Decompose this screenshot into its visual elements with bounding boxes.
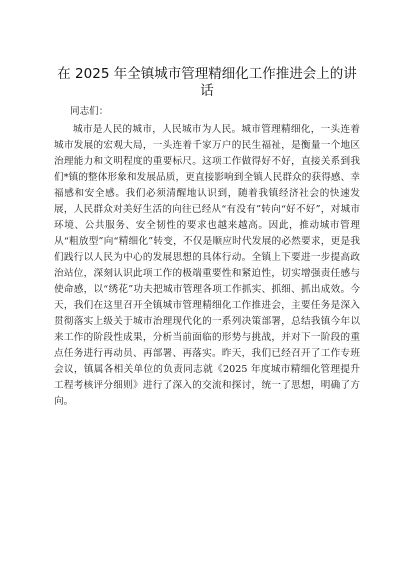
salutation: 同志们： bbox=[70, 106, 109, 117]
body-paragraph: 城市是人民的城市，人民城市为人民。城市管理精细化，一头连着城市发展的宏观大局，一头连着千家万户的民生福祉，是衡量一个地区治理能力和文明程度的重要标尺。这项工作做得好不好，直接关系到我们*镇的整体形象和发展品质，更直接影响到全镇人民群众的获得感、幸福感和安全感。我们必须清醒地认识到，随着我镇经济社会的快速发展，人民群众对美好生活的向往已经从“有没有”转向“好不好”，对城市环境、公共服务、安全韧性的要求也越来越高。因此，推动城市管理从“粗放型”向“精细化”转变，不仅是顺应时代发展的必然要求，更是我们践行以人民为中心的发展思想的具体行动。全镇上下要进一步提高政治站位，深刻认识此项工作的极端重要性和紧迫性，切实增强责任感与使命感，以“绣花”功夫把城市管理各项工作抓实、抓细、抓出成效。今天，我们在这里召开全镇城市管理精细化工作推进会，主要任务是深入贯彻落实上级关于城市治理现代化的一系列决策部署，总结我镇今年以来工作的阶段性成果，分析当前面临的形势与挑战，并对下一阶段的重点任务进行再动员、再部署、再落实。昨天，我们已经召开了工作专班会议，镇属各相关单位的负责同志就《2025 年度城市精细化管理提升工程考核评分细则》进行了深入的交流和探讨，统一了思想，明确了方向。 bbox=[54, 124, 360, 407]
document-title: 在 2025 年全镇城市管理精细化工作推进会上的讲话 bbox=[57, 66, 357, 99]
